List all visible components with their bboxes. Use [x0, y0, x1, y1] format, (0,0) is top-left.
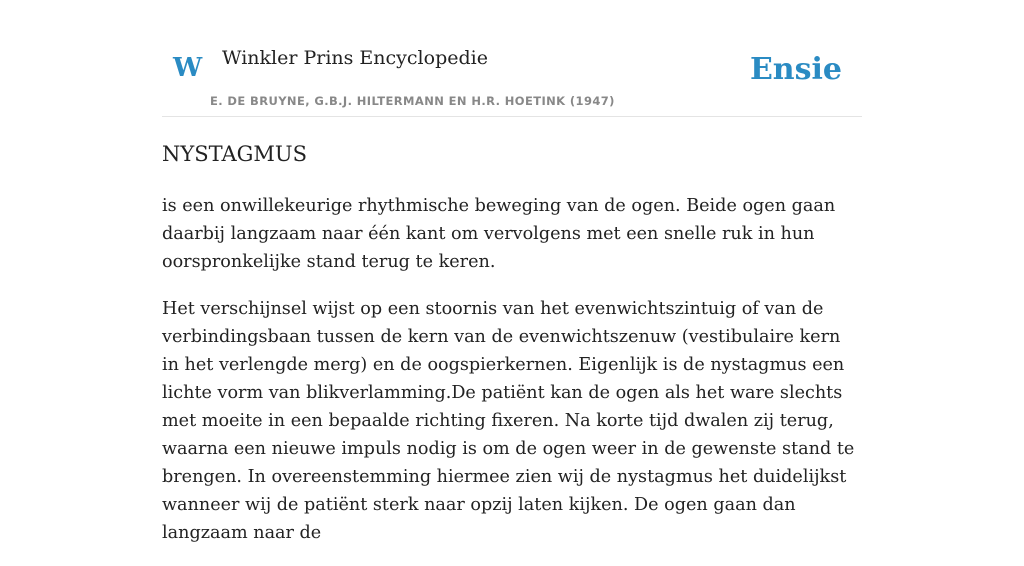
- ensie-brand-logo[interactable]: Ensie: [749, 52, 842, 87]
- publication-logo[interactable]: W: [173, 53, 203, 83]
- publication-authors: E. DE BRUYNE, G.B.J. HILTERMANN EN H.R. HOETINK (1947): [210, 94, 615, 108]
- entry-paragraph-2: Het verschijnsel wijst op een stoornis van het evenwichtszintuig of van de verbindingsbaan tussen de kern van de evenwichtszenuw (vestibulaire kern in het verlengde merg) en de oogspierkernen. Eigenlijk is de nystagmus een lichte vorm van blikverlamming.De patiënt kan de ogen als het ware slechts met moeite in een bepaalde richting fixeren. Na korte tijd dwalen zij terug, waarna een nieuwe impuls nodig is om de ogen weer in de gewenste stand te brengen. In overeenstemming hiermee zien wij de nystagmus het duidelijkst wanneer wij de patiënt sterk naar opzij laten kijken. De ogen gaan dan langzaam naar de: [162, 299, 855, 543]
- entry-paragraph-1: is een onwillekeurige rhythmische beweging van de ogen. Beide ogen gaan daarbij langzaam naar één kant om vervolgens met een snelle ruk in hun oorspronkelijke stand terug te keren.: [162, 196, 836, 272]
- entry-title: NYSTAGMUS: [162, 142, 308, 166]
- site-header: [162, 0, 862, 117]
- entry-article: [162, 138, 862, 566]
- publication-title[interactable]: Winkler Prins Encyclopedie: [222, 47, 488, 69]
